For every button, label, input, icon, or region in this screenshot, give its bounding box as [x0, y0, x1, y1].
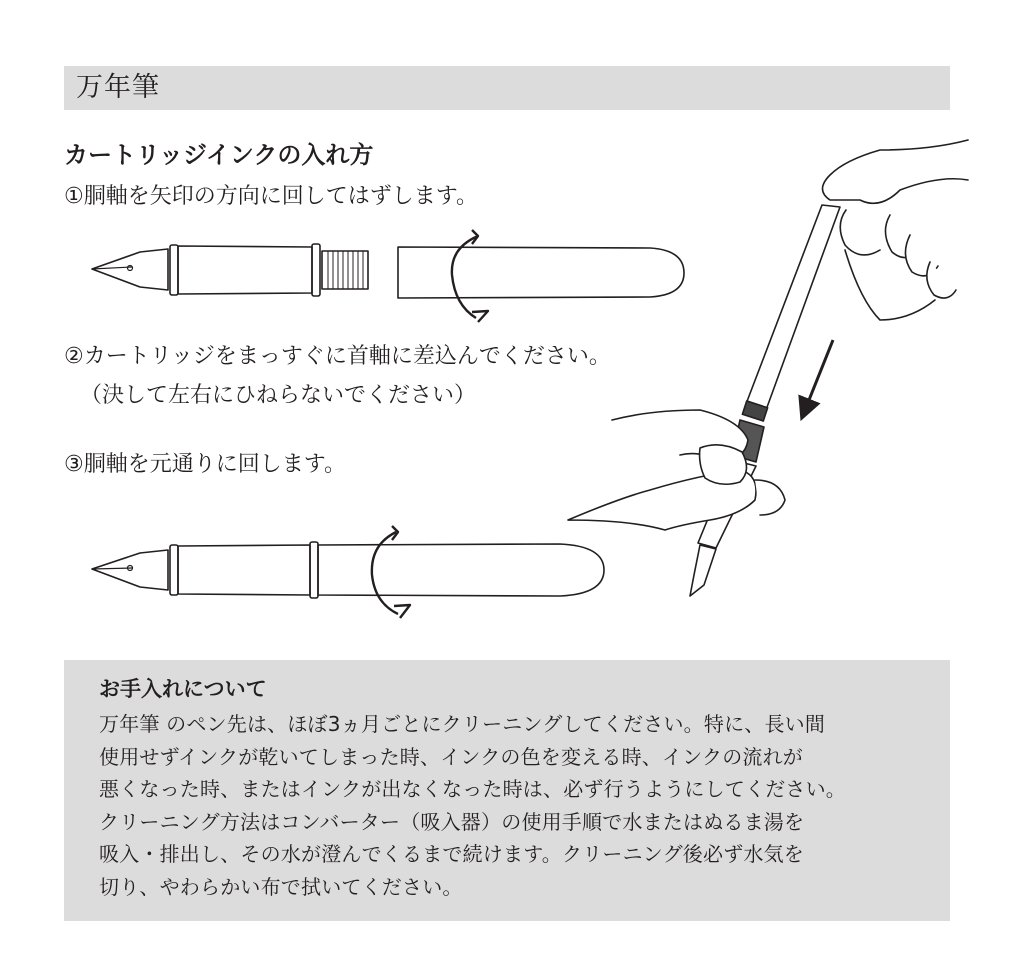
pen-barrel — [746, 205, 840, 410]
care-line: 悪くなった時、またはインクが出なくなった時は、必ず行うようにしてください。 — [99, 777, 846, 802]
barrel — [398, 247, 684, 298]
care-line: クリーニング方法はコンバーター（吸入器）の使用手順で水またはぬるま湯を — [99, 809, 805, 834]
barrel — [318, 544, 604, 596]
step-2-text: ②カートリッジをまっすぐに首軸に差込んでください。 — [64, 344, 611, 369]
nib-icon — [690, 545, 716, 596]
care-line: 切り、やわらかい布で拭いてください。 — [99, 874, 463, 899]
down-arrow-icon — [805, 340, 833, 410]
page-title: 万年筆 — [76, 72, 160, 103]
care-title: お手入れについて — [99, 677, 267, 701]
care-section — [64, 660, 950, 921]
care-line: 吸入・排出し、その水が澄んでくるまで続けます。クリーニング後必ず水気を — [99, 842, 804, 867]
pen-section-body — [178, 246, 312, 294]
thread-section — [322, 251, 368, 289]
pen-disassembled-illustration — [92, 230, 684, 322]
care-line: 使用せずインクが乾いてしまった時、インクの色を変える時、インクの流れが — [99, 744, 803, 769]
grip-section — [170, 245, 178, 295]
care-line: 万年筆 のペン先は、ほぼ3ヵ月ごとにクリーニングしてください。特に、長い間 — [99, 712, 826, 736]
pen-assembled-illustration — [92, 526, 604, 618]
rotation-arrow-icon — [452, 236, 478, 318]
step-2-note: （決して左右にひねらないでください） — [80, 383, 477, 408]
care-text — [99, 708, 939, 904]
step-1-text: ①胴軸を矢印の方向に回してはずします。 — [64, 184, 478, 209]
step-3-text: ③胴軸を元通りに回します。 — [64, 452, 346, 477]
nib-icon — [92, 249, 168, 290]
section-title: カートリッジインクの入れ方 — [64, 141, 374, 169]
hands-inserting-cartridge-illustration — [568, 140, 968, 596]
